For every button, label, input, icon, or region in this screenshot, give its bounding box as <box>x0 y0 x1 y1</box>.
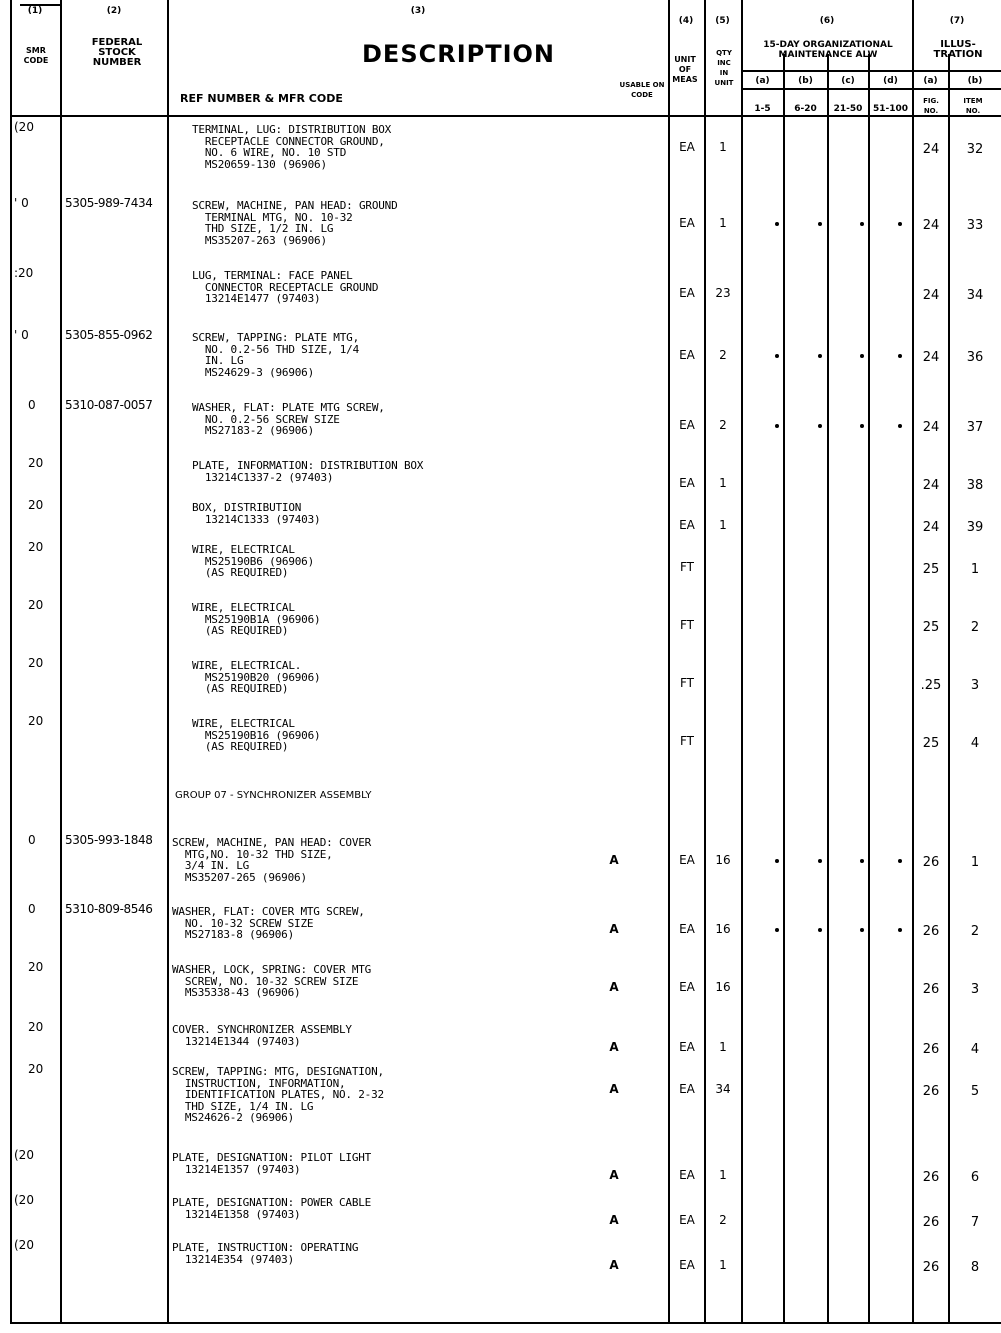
description-text: SCREW, MACHINE, PAN HEAD: GROUND TERMINAL MTG, NO. 10-32 THD SIZE, 1/2 IN. LG MS35207-263 (96906) <box>192 199 398 247</box>
col6-label: 15-DAY ORGANIZATIONAL MAINTENANCE ALW <box>763 40 893 60</box>
unit-of-measure: EA <box>679 1258 695 1272</box>
unit-of-measure: FT <box>679 734 695 748</box>
unit-of-measure: EA <box>679 286 695 300</box>
item-number: 3 <box>970 982 980 997</box>
figure-number: 24 <box>922 520 940 535</box>
allowance-mark <box>775 424 779 428</box>
item-number: 6 <box>970 1170 980 1185</box>
unit-of-measure: FT <box>679 676 695 690</box>
col7-b: (b) <box>967 76 983 86</box>
item-number: 2 <box>970 620 980 635</box>
stock-number: 5310-087-0057 <box>65 398 153 412</box>
description-text: WASHER, FLAT: COVER MTG SCREW, NO. 10-32 SCREW SIZE MS27183-8 (96906) <box>172 905 365 941</box>
item-number: 3 <box>970 678 980 693</box>
smr-code: 20 <box>28 598 44 612</box>
description-text: PLATE, INFORMATION: DISTRIBUTION BOX 13214C1337-2 (97403) <box>192 459 424 484</box>
usable-on-code: A <box>609 1213 619 1227</box>
figure-number: 26 <box>922 855 940 870</box>
unit-of-measure: EA <box>679 418 695 432</box>
ref-number-label: REF NUMBER & MFR CODE <box>180 92 343 105</box>
item-number: 4 <box>970 1042 980 1057</box>
stock-number: 5305-855-0962 <box>65 328 153 342</box>
figure-number: 24 <box>922 420 940 435</box>
unit-of-measure: EA <box>679 853 695 867</box>
quantity: 16 <box>715 853 731 867</box>
item-number: 37 <box>966 420 984 435</box>
rule-sub-header-b <box>741 88 1001 90</box>
item-number: 8 <box>970 1260 980 1275</box>
rule-left <box>10 0 12 1322</box>
stock-number: 5305-993-1848 <box>65 833 153 847</box>
description-text: WIRE, ELECTRICAL MS25190B16 (96906) (AS REQUIRED) <box>192 717 321 753</box>
quantity: 2 <box>719 1213 727 1227</box>
col7-label: ILLUS-TRATION <box>933 39 983 60</box>
quantity: 1 <box>719 1168 727 1182</box>
unit-of-measure: EA <box>679 980 695 994</box>
allowance-mark <box>775 222 779 226</box>
item-number: 5 <box>970 1084 980 1099</box>
description-title: DESCRIPTION <box>362 40 556 68</box>
quantity: 1 <box>719 476 727 490</box>
description-text: WASHER, FLAT: PLATE MTG SCREW, NO. 0.2-56 SCREW SIZE MS27183-2 (96906) <box>192 401 385 437</box>
allowance-mark <box>818 222 822 226</box>
col1-label: SMR CODE <box>23 46 49 65</box>
item-number: 1 <box>970 562 980 577</box>
usable-on-code: A <box>609 1082 619 1096</box>
description-text: TERMINAL, LUG: DISTRIBUTION BOX RECEPTACLE CONNECTOR GROUND, NO. 6 WIRE, NO. 10 STD MS20659-130 (96906) <box>192 123 392 171</box>
smr-code: 20 <box>28 540 44 554</box>
item-number: 38 <box>966 478 984 493</box>
group-heading: GROUP 07 - SYNCHRONIZER ASSEMBLY <box>175 790 372 801</box>
figure-number: 24 <box>922 218 940 233</box>
smr-code: (20 <box>14 120 34 134</box>
description-text: BOX, DISTRIBUTION 13214C1333 (97403) <box>192 501 321 526</box>
smr-code: (20 <box>14 1148 34 1162</box>
quantity: 1 <box>719 1040 727 1054</box>
col6-c-range: 21-50 <box>833 104 863 114</box>
item-number: 36 <box>966 350 984 365</box>
smr-code: 20 <box>28 1062 44 1076</box>
quantity: 16 <box>715 980 731 994</box>
smr-code: 20 <box>28 714 44 728</box>
usable-on-code: A <box>609 922 619 936</box>
rule-header-bottom <box>10 115 1001 117</box>
quantity: 1 <box>719 140 727 154</box>
allowance-mark <box>818 928 822 932</box>
unit-of-measure: EA <box>679 518 695 532</box>
figure-number: 24 <box>922 288 940 303</box>
col6-c: (c) <box>841 76 855 86</box>
allowance-mark <box>898 354 902 358</box>
quantity: 2 <box>719 348 727 362</box>
fig-no-label: FIG. NO. <box>923 97 939 115</box>
quantity: 1 <box>719 216 727 230</box>
unit-of-measure: EA <box>679 476 695 490</box>
col6-a: (a) <box>755 76 770 86</box>
usable-on-code: A <box>609 853 619 867</box>
description-text: WIRE, ELECTRICAL MS25190B1A (96906) (AS REQUIRED) <box>192 601 321 637</box>
col1-number: (1) <box>27 6 43 16</box>
col6-b-range: 6-20 <box>794 104 817 114</box>
figure-number: 24 <box>922 142 940 157</box>
figure-number: 25 <box>922 620 940 635</box>
quantity: 34 <box>715 1082 731 1096</box>
stock-number: 5310-809-8546 <box>65 902 153 916</box>
allowance-mark <box>818 424 822 428</box>
unit-of-measure: EA <box>679 140 695 154</box>
quantity: 1 <box>719 1258 727 1272</box>
item-number: 34 <box>966 288 984 303</box>
unit-of-measure: EA <box>679 1168 695 1182</box>
col4-number: (4) <box>678 16 694 26</box>
allowance-mark <box>860 424 864 428</box>
figure-number: 24 <box>922 478 940 493</box>
rule-qty <box>741 0 743 1322</box>
allowance-mark <box>775 928 779 932</box>
quantity: 16 <box>715 922 731 936</box>
allowance-mark <box>898 222 902 226</box>
item-no-label: ITEM NO. <box>963 97 983 115</box>
description-text: LUG, TERMINAL: FACE PANEL CONNECTOR RECEPTACLE GROUND 13214E1477 (97403) <box>192 269 379 305</box>
usable-on-code: A <box>609 1040 619 1054</box>
description-text: SCREW, TAPPING: PLATE MTG, NO. 0.2-56 THD SIZE, 1/4 IN. LG MS24629-3 (96906) <box>192 331 359 379</box>
rule-d <box>912 0 914 1322</box>
smr-code: ' 0 <box>14 328 29 342</box>
description-text: WIRE, ELECTRICAL MS25190B6 (96906) (AS REQUIRED) <box>192 543 315 579</box>
unit-of-measure: FT <box>679 560 695 574</box>
allowance-mark <box>898 424 902 428</box>
usable-on-code: A <box>609 1258 619 1272</box>
usable-on-code: A <box>609 1168 619 1182</box>
col7-number: (7) <box>949 16 965 26</box>
smr-code: 20 <box>28 656 44 670</box>
allowance-mark <box>860 354 864 358</box>
figure-number: 24 <box>922 350 940 365</box>
unit-of-measure: EA <box>679 216 695 230</box>
rule-a <box>783 54 785 1322</box>
quantity: 2 <box>719 418 727 432</box>
description-text: SCREW, MACHINE, PAN HEAD: COVER MTG,NO. 10-32 THD SIZE, 3/4 IN. LG MS35207-265 (96906) <box>172 836 372 884</box>
figure-number: 25 <box>922 562 940 577</box>
quantity: 23 <box>715 286 731 300</box>
unit-of-measure: EA <box>679 1082 695 1096</box>
description-text: SCREW, TAPPING: MTG, DESIGNATION, INSTRUCTION, INFORMATION, IDENTIFICATION PLATES, NO. 2-32 THD SIZE, 1/4 IN. LG MS24626-2 (96906) <box>172 1065 384 1124</box>
col2-number: (2) <box>106 6 122 16</box>
allowance-mark <box>860 859 864 863</box>
allowance-mark <box>775 859 779 863</box>
col4-label: UNIT OF MEAS <box>672 55 698 84</box>
description-text: PLATE, DESIGNATION: PILOT LIGHT 13214E1357 (97403) <box>172 1151 372 1176</box>
description-text: COVER. SYNCHRONIZER ASSEMBLY 13214E1344 (97403) <box>172 1023 352 1048</box>
figure-number: 26 <box>922 1042 940 1057</box>
smr-code: 20 <box>28 960 44 974</box>
figure-number: 26 <box>922 1260 940 1275</box>
col5-number: (5) <box>715 16 730 26</box>
allowance-mark <box>818 859 822 863</box>
col6-d-range: 51-100 <box>872 104 909 114</box>
col3-number: (3) <box>410 6 426 16</box>
allowance-mark <box>818 354 822 358</box>
figure-number: 26 <box>922 1084 940 1099</box>
figure-number: 26 <box>922 1215 940 1230</box>
rule-desc <box>668 0 670 1322</box>
smr-code: (20 <box>14 1193 34 1207</box>
usable-on-code: A <box>609 980 619 994</box>
smr-code: (20 <box>14 1238 34 1252</box>
item-number: 39 <box>966 520 984 535</box>
smr-code: 20 <box>28 456 44 470</box>
unit-of-measure: EA <box>679 1040 695 1054</box>
item-number: 4 <box>970 736 980 751</box>
smr-code: 0 <box>28 833 36 847</box>
description-text: PLATE, INSTRUCTION: OPERATING 13214E354 (97403) <box>172 1241 359 1266</box>
col6-number: (6) <box>819 16 835 26</box>
item-number: 2 <box>970 924 980 939</box>
figure-number: .25 <box>920 678 942 693</box>
allowance-mark <box>775 354 779 358</box>
unit-of-measure: FT <box>679 618 695 632</box>
rule-unit <box>704 0 706 1322</box>
smr-code: :20 <box>14 266 34 280</box>
unit-of-measure: EA <box>679 348 695 362</box>
col6-a-range: 1-5 <box>754 104 771 114</box>
rule-page-bottom <box>10 1322 1001 1324</box>
smr-code: 20 <box>28 498 44 512</box>
description-text: WASHER, LOCK, SPRING: COVER MTG SCREW, NO. 10-32 SCREW SIZE MS35338-43 (96906) <box>172 963 372 999</box>
smr-code: 0 <box>28 902 36 916</box>
allowance-mark <box>860 928 864 932</box>
col2-label: FEDERAL STOCK NUMBER <box>91 37 143 68</box>
rule-fsn <box>167 0 169 1322</box>
figure-number: 26 <box>922 982 940 997</box>
usable-on-code-label: USABLE ON CODE <box>619 81 665 99</box>
figure-number: 26 <box>922 924 940 939</box>
item-number: 7 <box>970 1215 980 1230</box>
rule-smr <box>60 0 62 1322</box>
allowance-mark <box>860 222 864 226</box>
item-number: 1 <box>970 855 980 870</box>
smr-code: 20 <box>28 1020 44 1034</box>
col7-a: (a) <box>923 76 938 86</box>
col6-d: (d) <box>883 76 898 86</box>
description-text: PLATE, DESIGNATION: POWER CABLE 13214E1358 (97403) <box>172 1196 372 1221</box>
smr-code: 0 <box>28 398 36 412</box>
figure-number: 26 <box>922 1170 940 1185</box>
stock-number: 5305-989-7434 <box>65 196 153 210</box>
allowance-mark <box>898 859 902 863</box>
item-number: 32 <box>966 142 984 157</box>
figure-number: 25 <box>922 736 940 751</box>
quantity: 1 <box>719 518 727 532</box>
unit-of-measure: EA <box>679 1213 695 1227</box>
rule-sub-header <box>741 70 1001 72</box>
rule-c <box>868 54 870 1322</box>
allowance-mark <box>898 928 902 932</box>
unit-of-measure: EA <box>679 922 695 936</box>
smr-code: ' 0 <box>14 196 29 210</box>
item-number: 33 <box>966 218 984 233</box>
rule-b <box>827 54 829 1322</box>
description-text: WIRE, ELECTRICAL. MS25190B20 (96906) (AS REQUIRED) <box>192 659 321 695</box>
col6-b: (b) <box>798 76 813 86</box>
col5-label: QTY INC IN UNIT <box>714 49 734 87</box>
